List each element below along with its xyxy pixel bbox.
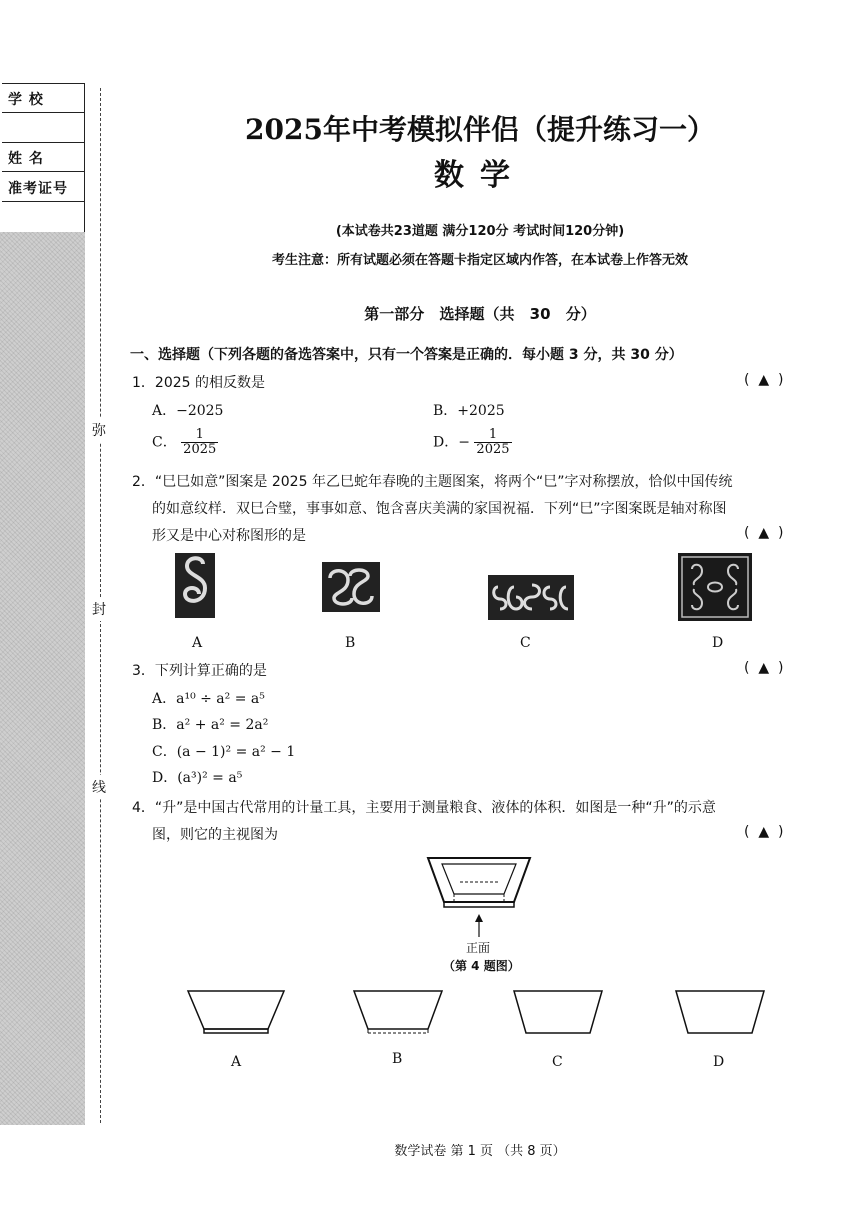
name-label: 姓 名 xyxy=(8,151,44,167)
exam-info: (本试卷共23道题 满分120分 考试时间120分钟) xyxy=(335,224,625,239)
q1-d-numerator: 1 xyxy=(474,428,511,443)
q4-stem-line1: 4．“升”是中国古代常用的计量工具，主要用于测量粮食、液体的体积．如图是一种“升”的示意 xyxy=(132,800,716,816)
q3-answer-mark: ( ▲ ) xyxy=(744,660,784,676)
q2-pattern-c xyxy=(488,575,574,620)
q1-answer-mark: ( ▲ ) xyxy=(744,372,784,388)
q3-option-b: B．a² + a² = 2a² xyxy=(152,717,269,733)
q3-option-d: D．(a³)² = a⁵ xyxy=(152,770,243,786)
q1-option-c-label: C． xyxy=(152,434,177,451)
q2-pattern-d xyxy=(678,553,752,621)
q1-stem: 1．2025 的相反数是 xyxy=(132,375,265,391)
binding-strip xyxy=(0,232,85,1125)
q1-option-c-fraction xyxy=(181,428,218,457)
section-heading: 一、选择题（下列各题的备选答案中，只有一个答案是正确的．每小题 3 分，共 30 分） xyxy=(130,347,683,363)
q1-option-d xyxy=(433,428,512,457)
exam-id-label: 准考证号 xyxy=(8,181,68,197)
part-title: 第一部分 选择题（共 30 分） xyxy=(364,305,596,323)
q2-pattern-b xyxy=(322,562,380,612)
exam-id-field[interactable] xyxy=(2,173,84,202)
name-spacer xyxy=(2,114,84,143)
q2-answer-mark: ( ▲ ) xyxy=(744,525,784,541)
q3-option-c: C．(a − 1)² = a² − 1 xyxy=(152,744,296,760)
exam-notice: 考生注意：所有试题必须在答题卡指定区域内作答，在本试卷上作答无效 xyxy=(271,253,688,268)
q4-label-c: C xyxy=(552,1054,563,1070)
q1-option-d-fraction xyxy=(474,428,511,457)
q4-view-b xyxy=(354,991,442,1033)
q2-stem-line2: 的如意纹样．双巳合璧，事事如意、饱含喜庆美满的家国祝福．下列“巳”字图案既是轴对称图 xyxy=(152,501,727,517)
q4-option-views xyxy=(180,985,780,1040)
q1-d-denominator: 2025 xyxy=(476,442,510,457)
q2-stem-line3: 形又是中心对称图形的是 xyxy=(152,528,306,544)
q4-label-b: B xyxy=(392,1051,403,1067)
student-info-box xyxy=(2,83,85,233)
q4-label-d: D xyxy=(713,1054,725,1070)
seal-char-feng: 封 xyxy=(92,597,106,621)
q4-view-d xyxy=(676,991,764,1033)
q1-option-c xyxy=(152,428,218,457)
q4-answer-mark: ( ▲ ) xyxy=(744,824,784,840)
q3-option-a: A．a¹⁰ ÷ a² = a⁵ xyxy=(152,691,265,707)
q1-c-denominator: 2025 xyxy=(183,442,217,457)
q4-figure-caption: （第 4 题图） xyxy=(443,959,520,973)
q4-stem-line2: 图，则它的主视图为 xyxy=(152,827,278,843)
school-field[interactable] xyxy=(2,84,84,113)
subject-title: 数学 xyxy=(434,158,526,193)
page-footer: 数学试卷 第 1 页 （共 8 页） xyxy=(394,1144,566,1159)
q4-sheng-figure xyxy=(420,852,540,942)
school-label: 学 校 xyxy=(8,92,44,108)
q3-stem: 3．下列计算正确的是 xyxy=(132,663,267,679)
q4-label-a: A xyxy=(231,1054,242,1070)
q2-label-c: C xyxy=(520,635,531,651)
seal-char-mi: 弥 xyxy=(92,418,106,442)
page-title: 2025年中考模拟伴侣（提升练习一） xyxy=(245,113,715,146)
q2-pattern-a xyxy=(175,553,215,618)
q1-option-d-label: D．− xyxy=(433,434,470,451)
q2-label-d: D xyxy=(712,635,724,651)
q2-pattern-images xyxy=(170,550,770,628)
q2-stem-line1: 2．“巳巳如意”图案是 2025 年乙巳蛇年春晚的主题图案，将两个“巳”字对称摆放，恰似中国传统 xyxy=(132,474,733,490)
q2-label-a: A xyxy=(192,635,203,651)
q1-option-b: B．+2025 xyxy=(433,403,505,419)
q4-view-a xyxy=(188,991,284,1033)
q4-view-c xyxy=(514,991,602,1033)
q2-label-b: B xyxy=(345,635,356,651)
name-field[interactable] xyxy=(2,143,84,172)
q1-c-numerator: 1 xyxy=(181,428,218,443)
q4-front-label: 正面 xyxy=(466,941,491,955)
seal-char-xian: 线 xyxy=(92,775,106,799)
q1-option-a: A．−2025 xyxy=(152,403,224,419)
